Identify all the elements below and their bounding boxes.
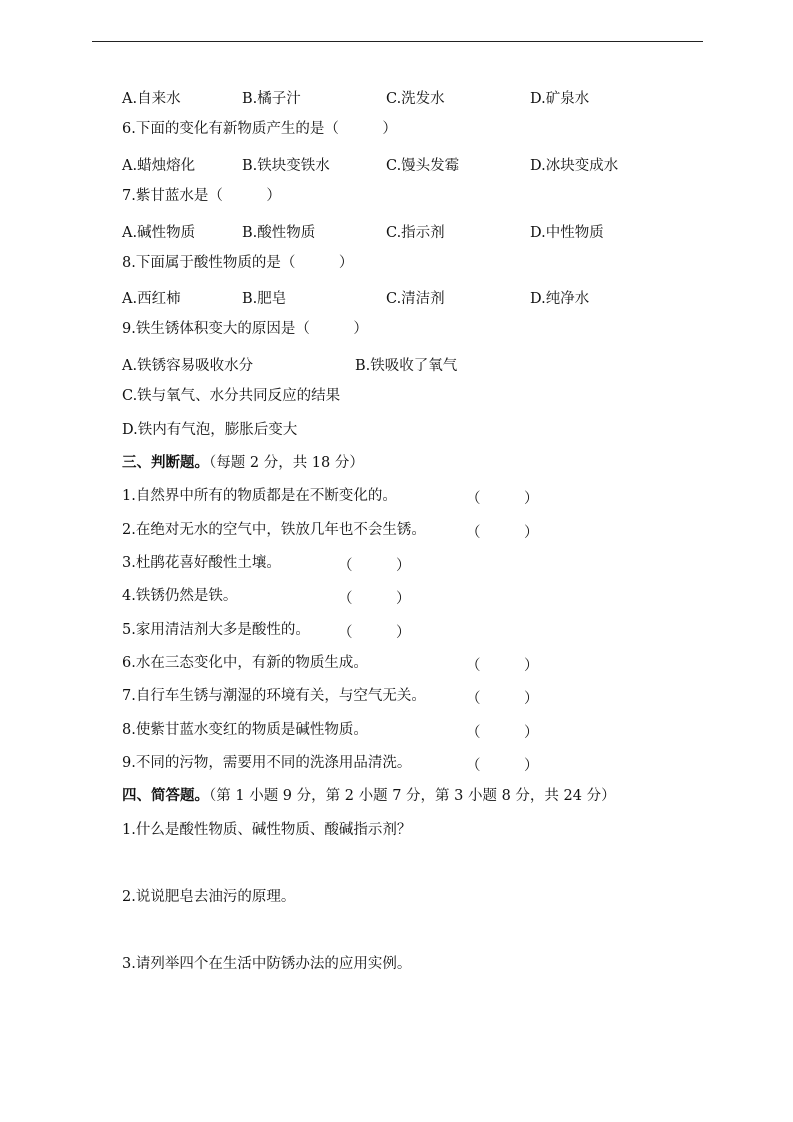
tf-item-3: 3.杜鹃花喜好酸性土壤。 [122,555,281,571]
q6-option-a: A.蜡烛熔化 [122,158,196,174]
tf-answer-paren-2: （ ） [466,525,539,541]
q5-option-a: A.自来水 [122,91,181,107]
q8-option-d: D.纯净水 [530,291,590,307]
tf-item-2: 2.在绝对无水的空气中，铁放几年也不会生锈。 [122,522,426,538]
q5-option-b: B.橘子汁 [242,91,301,107]
section4-heading [122,787,616,805]
q9-stem: 9.铁生锈体积变大的原因是（ ） [122,321,368,337]
tf-answer-paren-1: （ ） [466,491,539,507]
q8-option-b: B.肥皂 [242,291,287,307]
q9-option-b: B.铁吸收了氧气 [355,358,458,374]
tf-answer-paren-4: （ ） [338,591,411,607]
tf-answer-paren-5: （ ） [338,625,411,641]
q8-option-c: C.清洁剂 [386,291,445,307]
tf-answer-paren-6: （ ） [466,658,539,674]
section4-title: 四、简答题。 [122,787,209,804]
q7-option-a: A.碱性物质 [122,225,196,241]
header-rule [92,41,703,42]
q9-option-c: C.铁与氧气、水分共同反应的结果 [122,388,341,404]
tf-item-4: 4.铁锈仍然是铁。 [122,588,238,604]
tf-item-1: 1.自然界中所有的物质都是在不断变化的。 [122,488,397,504]
q7-stem: 7.紫甘蓝水是（ ） [122,188,281,204]
tf-item-8: 8.使紫甘蓝水变红的物质是碱性物质。 [122,722,368,738]
q8-stem: 8.下面属于酸性物质的是（ ） [122,255,354,271]
q7-option-c: C.指示剂 [386,225,445,241]
q9-option-d: D.铁内有气泡，膨胀后变大 [122,422,298,438]
short-answer-1: 1.什么是酸性物质、碱性物质、酸碱指示剂？ [122,822,412,838]
q9-option-a: A.铁锈容易吸收水分 [122,358,254,374]
q7-option-b: B.酸性物质 [242,225,316,241]
q5-option-c: C.洗发水 [386,91,445,107]
tf-answer-paren-7: （ ） [466,691,539,707]
tf-item-7: 7.自行车生锈与潮湿的环境有关，与空气无关。 [122,688,426,704]
tf-answer-paren-9: （ ） [466,758,539,774]
q8-option-a: A.西红柿 [122,291,181,307]
short-answer-3: 3.请列举四个在生活中防锈办法的应用实例。 [122,956,412,972]
tf-item-9: 9.不同的污物，需要用不同的洗涤用品清洗。 [122,755,412,771]
tf-item-6: 6.水在三态变化中，有新的物质生成。 [122,655,368,671]
tf-answer-paren-8: （ ） [466,725,539,741]
q6-stem: 6.下面的变化有新物质产生的是（ ） [122,121,397,137]
section3-title: 三、判断题。 [122,454,209,471]
section3-heading [122,454,364,472]
q6-option-d: D.冰块变成水 [530,158,619,174]
short-answer-2: 2.说说肥皂去油污的原理。 [122,889,296,905]
q7-option-d: D.中性物质 [530,225,604,241]
section3-note: （每题 2 分，共 18 分） [209,455,364,471]
q6-option-b: B.铁块变铁水 [242,158,330,174]
q5-option-d: D.矿泉水 [530,91,590,107]
section4-note: （第 1 小题 9 分，第 2 小题 7 分，第 3 小题 8 分，共 24 分） [209,788,616,804]
q6-option-c: C.馒头发霉 [386,158,460,174]
tf-answer-paren-3: （ ） [338,558,411,574]
tf-item-5: 5.家用清洁剂大多是酸性的。 [122,622,310,638]
